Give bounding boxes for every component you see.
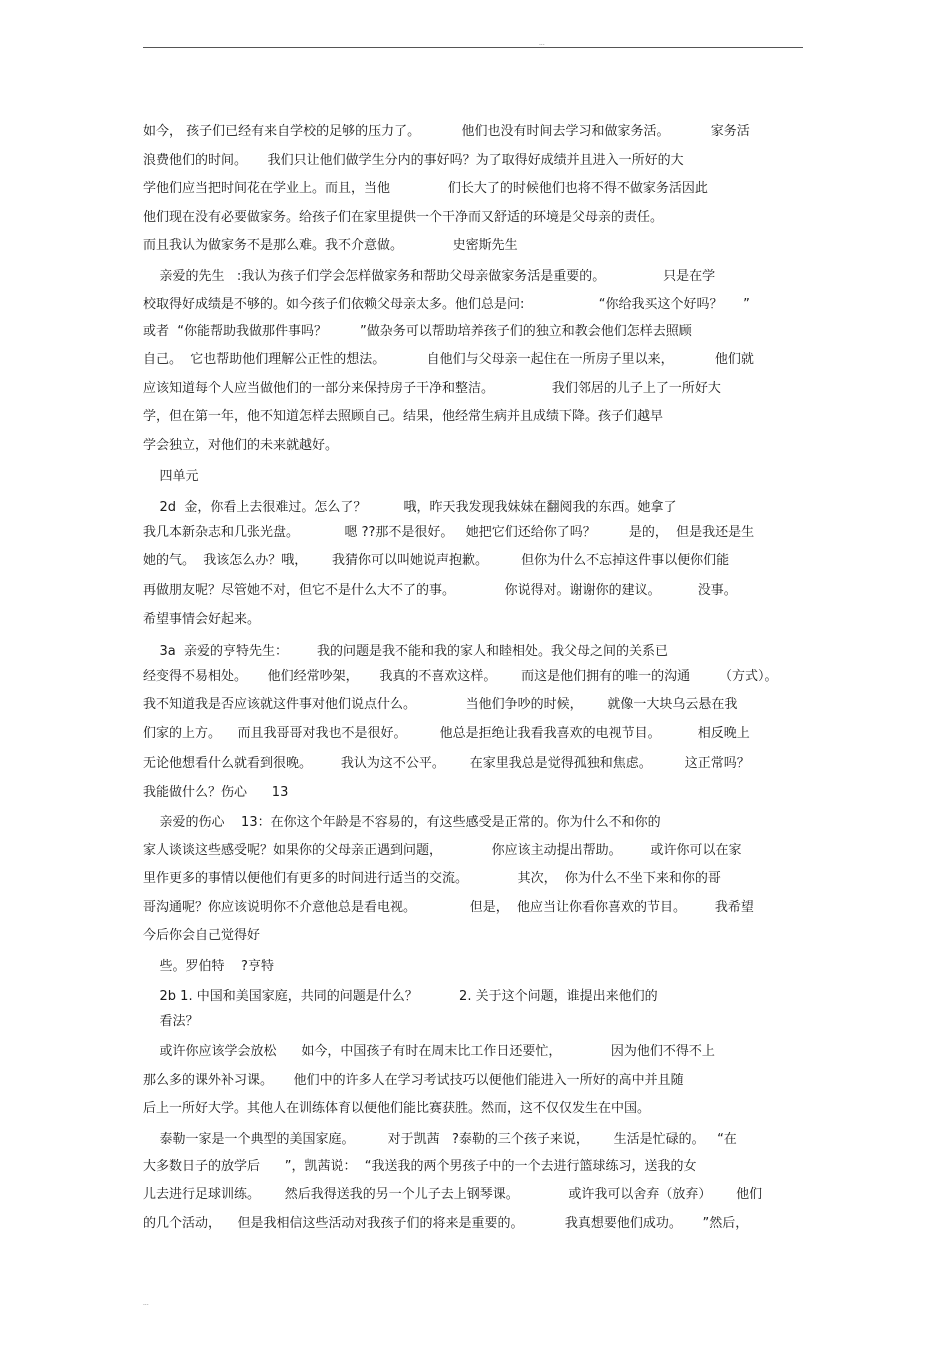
text-line: 们家的上方。 而且我哥哥对我也不是很好。 他总是拒绝让我看我喜欢的电视节目。 相反晚上: [143, 726, 750, 741]
text-line: 我几本新杂志和几张光盘。 嗯 ??那不是很好。 她把它们还给你了吗？ 是的， 但是我还是生: [143, 525, 755, 540]
text-line: 亲爱的先生 :我认为孩子们学会怎样做家务和帮助父母亲做家务活是重要的。 只是在学: [143, 269, 716, 284]
text-line: 学他们应当把时间花在学业上。而且，当他 们长大了的时候他们也将不得不做家务活因此: [143, 181, 708, 196]
text-line: 校取得好成绩是不够的。如今孩子们依赖父母亲太多。他们总是问: “你给我买这个好吗？ ”: [143, 297, 750, 312]
text-line: 自己。 它也帮助他们理解公正性的想法。 自他们与父母亲一起住在一所房子里以来， 他们就: [143, 352, 754, 367]
text-line: 里作更多的事情以便他们有更多的时间进行适当的交流。 其次， 你为什么不坐下来和你的哥: [143, 871, 721, 886]
text-line: 或者 “你能帮助我做那件事吗？ ”做杂务可以帮助培养孩子们的独立和教会他们怎样去照顾: [143, 324, 692, 339]
text-line: 浪费他们的时间。 我们只让他们做学生分内的事好吗？为了取得好成绩并且进入一所好的大: [143, 153, 684, 168]
text-line: 我不知道我是否应该就这件事对他们说点什么。 当他们争吵的时候， 就像一大块乌云悬在我: [143, 697, 738, 712]
text-line: 无论他想看什么就看到很晚。 我认为这不公平。 在家里我总是觉得孤独和焦虑。 这正常吗？: [143, 756, 750, 771]
text-line: 我能做什么？伤心 13: [143, 785, 289, 800]
text-line: 经变得不易相处。 他们经常吵架， 我真的不喜欢这样。 而这是他们拥有的唯一的沟通 （方式）。: [143, 669, 778, 684]
text-line: 儿去进行足球训练。 然后我得送我的另一个儿子去上钢琴课。 或许我可以舍弃（放弃） 他们: [143, 1187, 763, 1202]
text-line: 学，但在第一年，他不知道怎样去照顾自己。结果，他经常生病并且成绩下降。孩子们越早: [143, 409, 664, 424]
header-rule: [143, 47, 803, 48]
question-line: 2b 1. 中国和美国家庭，共同的问题是什么？ 2. 关于这个问题，谁提出来他们的: [143, 989, 658, 1004]
text-line: 后上一所好大学。其他人在训练体育以便他们能比赛获胜。然而，这不仅仅发生在中国。: [143, 1101, 651, 1116]
text-line: 应该知道每个人应当做他们的一部分来保持房子干净和整洁。 我们邻居的儿子上了一所好大: [143, 381, 721, 396]
text-line: 大多数日子的放学后 ”，凯茜说： “我送我的两个男孩子中的一个去进行篮球练习，送我的女: [143, 1159, 697, 1174]
text-line: 而且我认为做家务不是那么难。我不介意做。 史密斯先生: [143, 238, 518, 253]
text-line: 泰勒一家是一个典型的美国家庭。 对于凯茜 ?泰勒的三个孩子来说， 生活是忙碌的。 “在: [143, 1132, 737, 1147]
text-line: 他们现在没有必要做家务。给孩子们在家里提供一个干净而又舒适的环境是父母亲的责任。: [143, 210, 664, 225]
text-line: 2d 金，你看上去很难过。怎么了？ 哦，昨天我发现我妹妹在翻阅我的东西。她拿了: [143, 500, 677, 515]
text-line: 或许你应该学会放松 如今，中国孩子有时在周末比工作日还要忙， 因为他们不得不上: [143, 1044, 715, 1059]
question-line: 看法？: [143, 1014, 199, 1029]
text-line: 亲爱的伤心 13：在你这个年龄是不容易的，有这些感受是正常的。你为什么不和你的: [143, 815, 661, 830]
text-line: 家人谈谈这些感受呢？如果你的父母亲正遇到问题， 你应该主动提出帮助。 或许你可以在家: [143, 843, 742, 858]
text-line: 3a 亲爱的亨特先生： 我的问题是我不能和我的家人和睦相处。我父母之间的关系已: [143, 644, 668, 659]
text-line: 她的气。 我该怎么办？哦， 我猜你可以叫她说声抱歉。 但你为什么不忘掉这件事以便你们能: [143, 553, 730, 568]
text-line: 今后你会自己觉得好: [143, 928, 261, 943]
text-line: 那么多的课外补习课。 他们中的许多人在学习考试技巧以便他们能进入一所好的高中并且随: [143, 1073, 684, 1088]
text-line: 希望事情会好起来。: [143, 612, 261, 627]
text-line: 的几个活动， 但是我相信这些活动对我孩子们的将来是重要的。 我真想要他们成功。 ”然后，: [143, 1216, 749, 1231]
header-mark: ...: [539, 40, 545, 47]
text-line: 哥沟通呢？你应该说明你不介意他总是看电视。 但是， 他应当让你看你喜欢的节目。 我希望: [143, 900, 754, 915]
text-line: 些。罗伯特 ?亨特: [143, 959, 274, 974]
text-line: 如今， 孩子们已经有来自学校的足够的压力了。 他们也没有时间去学习和做家务活。 家务活: [143, 124, 750, 139]
text-line: 学会独立，对他们的未来就越好。: [143, 438, 339, 453]
footer-mark: ...: [143, 1300, 149, 1307]
text-line: 再做朋友呢？尽管她不对，但它不是什么大不了的事。 你说得对。谢谢你的建议。 没事。: [143, 583, 737, 598]
section-heading: 四单元: [143, 469, 199, 484]
